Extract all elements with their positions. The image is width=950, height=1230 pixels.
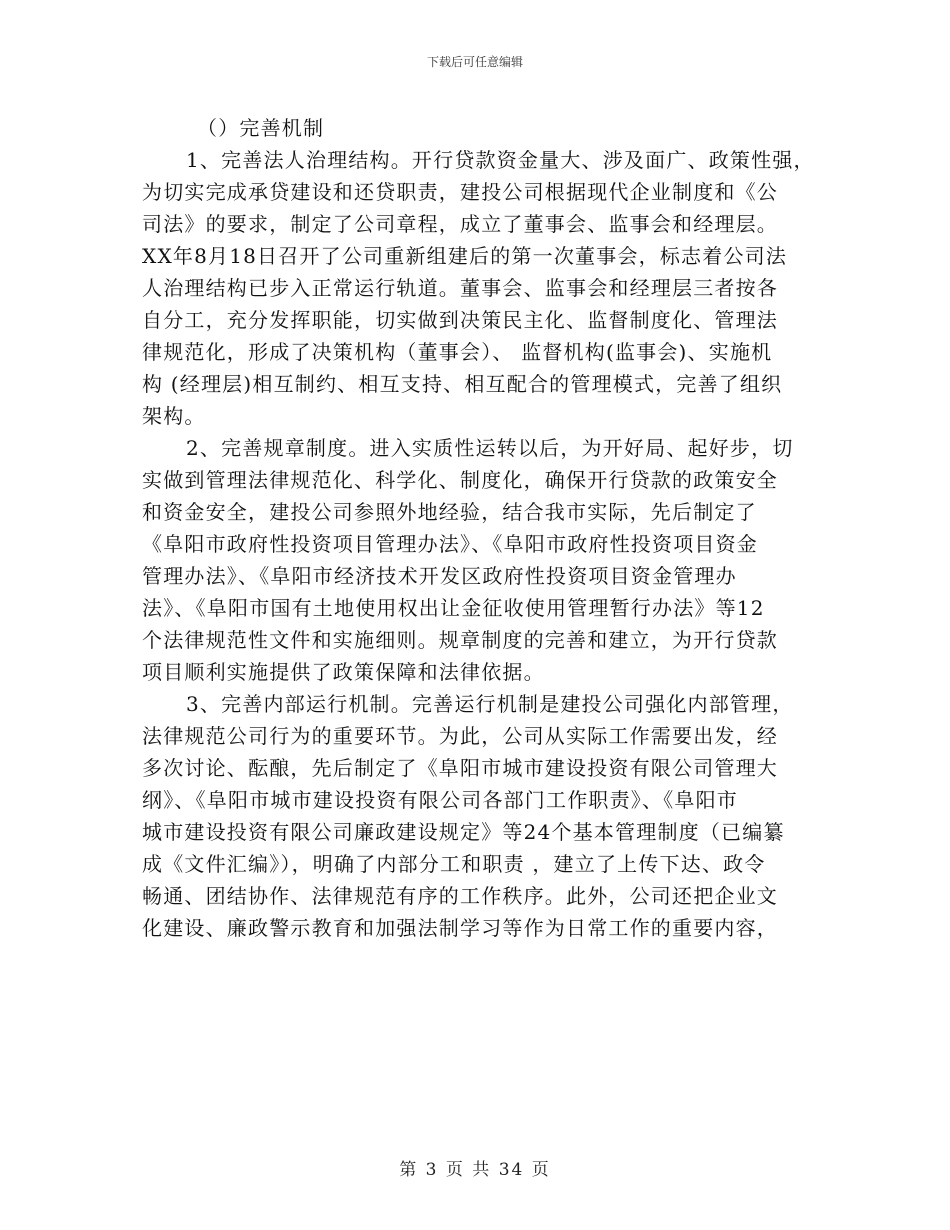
paragraph-line: 多次讨论、酝酿，先后制定了《阜阳市城市建设投资有限公司管理大 (142, 756, 778, 780)
paragraph-2 (142, 432, 832, 688)
paragraph-line: 个法律规范性文件和实施细则。规章制度的完善和建立，为开行贷款 (142, 628, 778, 652)
paragraph-line: 架构。 (142, 404, 206, 428)
paragraph-line: 法》、《阜阳市国有土地使用权出让金征收使用管理暂行办法》等12 (142, 596, 765, 620)
paragraph-line: 3、完善内部运行机制。完善运行机制是建投公司强化内部管理， (186, 692, 794, 716)
paragraph-1 (142, 144, 832, 432)
paragraph-line: 成《文件汇编》），明确了内部分工和职责 ，建立了上传下达、政令 (142, 852, 766, 876)
paragraph-line: XX年8月18日召开了公司重新组建后的第一次董事会，标志着公司法 (142, 244, 788, 268)
paragraph-line: 人治理结构已步入正常运行轨道。董事会、监事会和经理层三者按各 (142, 276, 778, 300)
paragraph-line: 构 (经理层)相互制约、相互支持、相互配合的管理模式，完善了组织 (142, 372, 783, 396)
paragraph-line: 为切实完成承贷建设和还贷职责，建投公司根据现代企业制度和《公 (142, 180, 778, 204)
paragraph-line: 纲》、《阜阳市城市建设投资有限公司各部门工作职责》、《阜阳市 (142, 788, 738, 812)
paragraph-line: 司法》的要求，制定了公司章程，成立了董事会、监事会和经理层。 (142, 212, 778, 236)
paragraph-line: 实做到管理法律规范化、科学化、制度化，确保开行贷款的政策安全 (142, 468, 778, 492)
paragraph-line: 律规范化，形成了决策机构（董事会）、 监督机构(监事会)、实施机 (142, 340, 773, 364)
paragraph-line: 城市建设投资有限公司廉政建设规定》等24个基本管理制度（已编纂 (142, 820, 785, 844)
paragraph-line: 项目顺利实施提供了政策保障和法律依据。 (142, 660, 545, 684)
paragraph-line: 法律规范公司行为的重要环节。为此，公司从实际工作需要出发，经 (142, 724, 778, 748)
paragraph-line: 《阜阳市政府性投资项目管理办法》、《阜阳市政府性投资项目资金 (142, 532, 758, 556)
paragraph-line: 化建设、廉政警示教育和加强法制学习等作为日常工作的重要内容， (142, 916, 778, 940)
paragraph-3 (142, 688, 832, 944)
page-header-note: 下载后可任意编辑 (426, 55, 523, 69)
paragraph-line: 1、完善法人治理结构。开行贷款资金量大、涉及面广、政策性强， (186, 148, 815, 172)
paragraph-line: 2、完善规章制度。进入实质性运转以后，为开好局、起好步，切 (186, 436, 794, 460)
paragraph-line: 和资金安全，建投公司参照外地经验，结合我市实际，先后制定了 (142, 500, 757, 524)
paragraph-line: 畅通、团结协作、法律规范有序的工作秩序。此外，公司还把企业文 (142, 884, 778, 908)
page-number: 第 3 页 共 34 页 (399, 1160, 551, 1180)
paragraph-line: 自分工，充分发挥职能，切实做到决策民主化、监督制度化、管理法 (142, 308, 778, 332)
paragraph-line: 管理办法》、《阜阳市经济技术开发区政府性投资项目资金管理办 (142, 564, 737, 588)
section-heading: （）完善机制 (197, 116, 325, 140)
document-body (142, 112, 832, 944)
